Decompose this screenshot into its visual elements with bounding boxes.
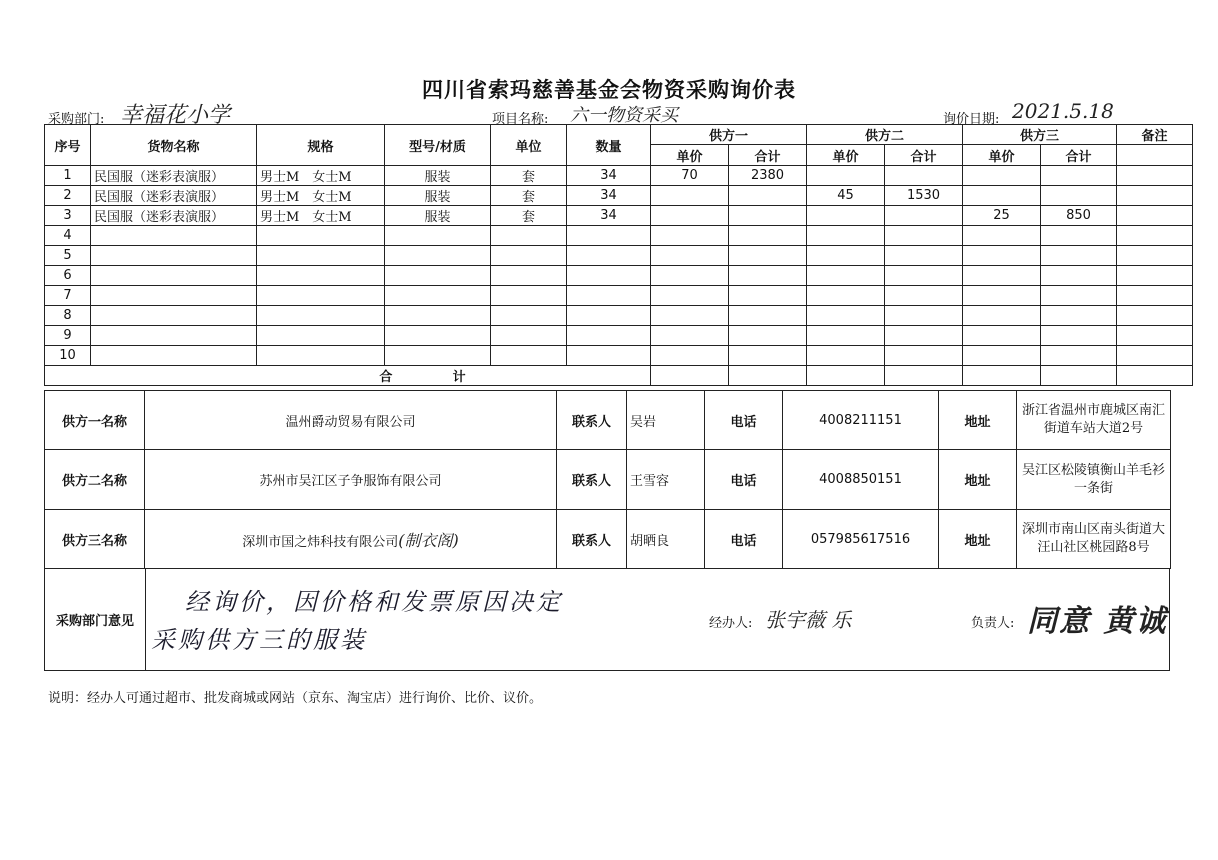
cell-model (385, 246, 491, 266)
cell-qty: 34 (567, 166, 651, 186)
cell-supplier2-unit-price (807, 306, 885, 326)
cell-unit (491, 266, 567, 286)
cell-seq: 8 (45, 306, 91, 326)
supplier-name (145, 391, 557, 450)
address-value: 深圳市南山区南头街道大汪山社区桃园路8号 (1017, 510, 1171, 569)
supplier-name (145, 450, 557, 510)
cell-supplier1-total (729, 266, 807, 286)
cell-supplier1-total (729, 246, 807, 266)
cell-qty (567, 326, 651, 346)
address-label: 地址 (939, 391, 1017, 450)
contact-name: 吴岩 (627, 391, 705, 450)
cell-goods-name: 民国服（迷彩表演服） (91, 206, 257, 226)
cell-supplier2-total (885, 166, 963, 186)
cell-model: 服装 (385, 206, 491, 226)
cell-remark (1117, 226, 1193, 246)
cell-remark (1117, 246, 1193, 266)
table-row (45, 266, 1193, 286)
cell-supplier3-total (1041, 266, 1117, 286)
cell-goods-name (91, 326, 257, 346)
handler-signature: 张宇薇 乐 (765, 608, 852, 632)
cell-spec: 男士M 女士M (257, 186, 385, 206)
contact-name: 胡晒良 (627, 510, 705, 569)
cell-seq: 6 (45, 266, 91, 286)
form-title: 四川省索玛慈善基金会物资采购询价表 (422, 77, 796, 102)
cell-supplier3-total (1041, 286, 1117, 306)
cell-supplier2-unit-price (807, 226, 885, 246)
cell-spec (257, 306, 385, 326)
handler-label: 经办人: (709, 616, 753, 631)
cell-supplier2-unit-price (807, 286, 885, 306)
header-total-3: 合计 (1041, 145, 1117, 166)
cell-seq: 3 (45, 206, 91, 226)
header-model: 型号/材质 (385, 125, 491, 166)
cell-unit (491, 326, 567, 346)
cell-supplier2-total (885, 286, 963, 306)
cell-seq: 4 (45, 226, 91, 246)
header-total-1: 合计 (729, 145, 807, 166)
table-row (45, 326, 1193, 346)
header-remark-sub (1117, 145, 1193, 166)
cell-supplier3-unit-price (963, 346, 1041, 366)
project-value: 六一物资采买 (570, 105, 678, 126)
supplier-name-note: (制衣阁) (398, 530, 459, 550)
header-unit-price-1: 单价 (651, 145, 729, 166)
cell-goods-name (91, 306, 257, 326)
phone-label: 电话 (705, 510, 783, 569)
opinion-label: 采购部门意见 (45, 568, 146, 670)
cell-spec (257, 246, 385, 266)
cell-supplier1-unit-price (651, 286, 729, 306)
dept-value: 幸福花小学 (120, 103, 231, 128)
cell-supplier3-unit-price (963, 286, 1041, 306)
cell-qty: 34 (567, 206, 651, 226)
cell-qty (567, 286, 651, 306)
cell-model (385, 266, 491, 286)
cell-supplier3-unit-price (963, 266, 1041, 286)
cell-seq: 2 (45, 186, 91, 206)
cell-supplier1-unit-price (651, 326, 729, 346)
cell-remark (1117, 306, 1193, 326)
cell-qty (567, 226, 651, 246)
header-goods: 货物名称 (91, 125, 257, 166)
header-total-2: 合计 (885, 145, 963, 166)
supplier-table (44, 390, 1171, 569)
sum-label-2: 计 (452, 370, 466, 385)
cell-supplier2-total (885, 206, 963, 226)
cell-supplier2-total (885, 246, 963, 266)
cell-supplier1-unit-price (651, 186, 729, 206)
cell-goods-name (91, 266, 257, 286)
cell-spec: 男士M 女士M (257, 166, 385, 186)
cell-qty (567, 266, 651, 286)
cell-qty (567, 346, 651, 366)
table-row (45, 246, 1193, 266)
cell-supplier1-total (729, 306, 807, 326)
header-supplier-1: 供方一 (651, 125, 807, 145)
cell-supplier2-total (885, 226, 963, 246)
cell-spec (257, 226, 385, 246)
cell-seq: 9 (45, 326, 91, 346)
cell-goods-name: 民国服（迷彩表演服） (91, 166, 257, 186)
contact-name: 王雪容 (627, 450, 705, 510)
supplier-label: 供方三名称 (45, 510, 145, 569)
cell-supplier3-unit-price: 25 (963, 206, 1041, 226)
table-row (45, 346, 1193, 366)
cell-supplier1-unit-price: 70 (651, 166, 729, 186)
date-label: 询价日期: (943, 112, 1000, 127)
supplier-name-text: 深圳市国之炜科技有限公司 (242, 534, 399, 550)
cell-remark (1117, 286, 1193, 306)
cell-seq: 5 (45, 246, 91, 266)
leader-label: 负责人: (971, 616, 1015, 631)
header-unit-price-3: 单价 (963, 145, 1041, 166)
sum-cell (885, 366, 963, 386)
cell-supplier3-unit-price (963, 186, 1041, 206)
cell-supplier2-total (885, 326, 963, 346)
cell-supplier2-unit-price (807, 346, 885, 366)
cell-supplier3-total (1041, 346, 1117, 366)
cell-supplier3-total (1041, 226, 1117, 246)
sum-cell (729, 366, 807, 386)
cell-goods-name (91, 226, 257, 246)
opinion-line-1: 经询价，因价格和发票原因决定 (185, 588, 563, 616)
cell-seq: 1 (45, 166, 91, 186)
supplier-row (45, 510, 1171, 569)
cell-remark (1117, 166, 1193, 186)
cell-goods-name: 民国服（迷彩表演服） (91, 186, 257, 206)
cell-supplier3-unit-price (963, 306, 1041, 326)
cell-qty: 34 (567, 186, 651, 206)
sum-label-1: 合 (379, 370, 393, 385)
table-row (45, 206, 1193, 226)
cell-supplier1-total (729, 346, 807, 366)
table-row (45, 166, 1193, 186)
cell-supplier2-unit-price: 45 (807, 186, 885, 206)
opinion-section (44, 568, 1170, 671)
cell-seq: 7 (45, 286, 91, 306)
cell-supplier1-total (729, 186, 807, 206)
cell-spec (257, 326, 385, 346)
cell-unit: 套 (491, 186, 567, 206)
cell-remark (1117, 346, 1193, 366)
opinion-line-2: 采购供方三的服装 (151, 626, 367, 654)
cell-supplier3-total (1041, 246, 1117, 266)
cell-supplier1-unit-price (651, 266, 729, 286)
cell-qty (567, 306, 651, 326)
cell-unit (491, 286, 567, 306)
cell-goods-name (91, 286, 257, 306)
cell-supplier2-total (885, 346, 963, 366)
cell-supplier3-total (1041, 306, 1117, 326)
cell-supplier1-unit-price (651, 226, 729, 246)
cell-supplier1-unit-price (651, 206, 729, 226)
cell-supplier2-unit-price (807, 246, 885, 266)
cell-model: 服装 (385, 166, 491, 186)
cell-model (385, 326, 491, 346)
cell-supplier3-total (1041, 326, 1117, 346)
cell-remark (1117, 186, 1193, 206)
contact-label: 联系人 (557, 510, 627, 569)
address-value: 吴江区松陵镇衡山羊毛衫一条街 (1017, 450, 1171, 510)
cell-supplier1-unit-price (651, 346, 729, 366)
header-spec: 规格 (257, 125, 385, 166)
cell-unit: 套 (491, 206, 567, 226)
header-unit-price-2: 单价 (807, 145, 885, 166)
cell-supplier2-unit-price (807, 206, 885, 226)
cell-model (385, 346, 491, 366)
header-qty: 数量 (567, 125, 651, 166)
cell-supplier1-total: 2380 (729, 166, 807, 186)
cell-supplier1-unit-price (651, 246, 729, 266)
cell-supplier3-unit-price (963, 246, 1041, 266)
cell-unit (491, 246, 567, 266)
cell-spec (257, 266, 385, 286)
project-label: 项目名称: (492, 112, 549, 127)
cell-remark (1117, 266, 1193, 286)
sum-cell (651, 366, 729, 386)
contact-label: 联系人 (557, 391, 627, 450)
cell-model (385, 306, 491, 326)
table-row (45, 226, 1193, 246)
supplier-row (45, 391, 1171, 450)
header-supplier-3: 供方三 (963, 125, 1117, 145)
cell-supplier2-total: 1530 (885, 186, 963, 206)
cell-supplier2-unit-price (807, 266, 885, 286)
cell-goods-name (91, 346, 257, 366)
address-label: 地址 (939, 510, 1017, 569)
address-label: 地址 (939, 450, 1017, 510)
cell-model: 服装 (385, 186, 491, 206)
cell-spec: 男士M 女士M (257, 206, 385, 226)
supplier-name-text: 温州爵动贸易有限公司 (285, 414, 416, 430)
phone-label: 电话 (705, 450, 783, 510)
phone-number: 057985617516 (783, 510, 939, 569)
header-unit: 单位 (491, 125, 567, 166)
phone-number: 4008850151 (783, 450, 939, 510)
cell-unit: 套 (491, 166, 567, 186)
cell-remark (1117, 206, 1193, 226)
cell-supplier3-unit-price (963, 326, 1041, 346)
supplier-name-text: 苏州市吴江区子争服饰有限公司 (259, 474, 442, 489)
cell-model (385, 286, 491, 306)
cell-supplier2-unit-price (807, 166, 885, 186)
cell-seq: 10 (45, 346, 91, 366)
cell-supplier2-total (885, 266, 963, 286)
cell-supplier1-total (729, 286, 807, 306)
phone-number: 4008211151 (783, 391, 939, 450)
cell-remark (1117, 326, 1193, 346)
cell-supplier1-unit-price (651, 306, 729, 326)
supplier-name (145, 510, 557, 569)
phone-label: 电话 (705, 391, 783, 450)
cell-supplier3-unit-price (963, 166, 1041, 186)
address-value: 浙江省温州市鹿城区南汇街道车站大道2号 (1017, 391, 1171, 450)
inquiry-table (44, 124, 1193, 386)
supplier-label: 供方二名称 (45, 450, 145, 510)
sum-label-cell (45, 366, 651, 386)
table-row (45, 286, 1193, 306)
sum-cell (963, 366, 1041, 386)
dept-label: 采购部门: (48, 112, 105, 127)
cell-goods-name (91, 246, 257, 266)
cell-unit (491, 346, 567, 366)
leader-signature: 同意 黄诚 (1027, 604, 1168, 639)
sum-cell (1041, 366, 1117, 386)
cell-model (385, 226, 491, 246)
supplier-label: 供方一名称 (45, 391, 145, 450)
cell-supplier2-unit-price (807, 326, 885, 346)
sum-cell (1117, 366, 1193, 386)
table-row (45, 186, 1193, 206)
cell-supplier3-total: 850 (1041, 206, 1117, 226)
header-remark: 备注 (1117, 125, 1193, 145)
cell-supplier1-total (729, 226, 807, 246)
cell-unit (491, 226, 567, 246)
table-row (45, 306, 1193, 326)
contact-label: 联系人 (557, 450, 627, 510)
date-value: 2021.5.18 (1012, 99, 1114, 123)
header-seq: 序号 (45, 125, 91, 166)
cell-supplier1-total (729, 206, 807, 226)
cell-qty (567, 246, 651, 266)
cell-unit (491, 306, 567, 326)
sum-cell (807, 366, 885, 386)
footnote: 说明：经办人可通过超市、批发商城或网站（京东、淘宝店）进行询价、比价、议价。 (48, 691, 543, 706)
cell-spec (257, 346, 385, 366)
cell-supplier2-total (885, 306, 963, 326)
cell-supplier3-unit-price (963, 226, 1041, 246)
cell-supplier1-total (729, 326, 807, 346)
cell-supplier3-total (1041, 166, 1117, 186)
cell-supplier3-total (1041, 186, 1117, 206)
cell-spec (257, 286, 385, 306)
supplier-row (45, 450, 1171, 510)
header-supplier-2: 供方二 (807, 125, 963, 145)
